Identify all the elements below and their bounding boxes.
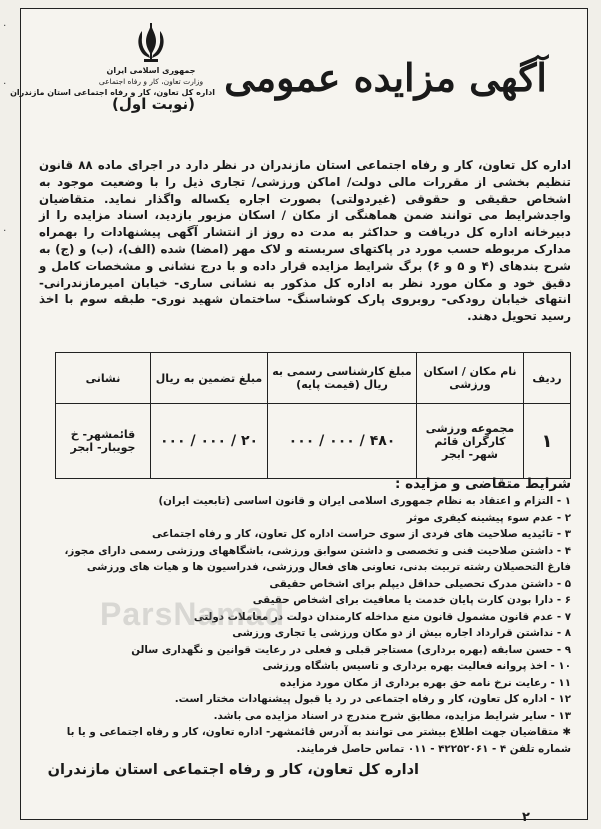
corner-mark: ۲ xyxy=(522,810,530,825)
condition-item: ۸ - نداشتن قرارداد اجاره بیش از دو مکان ورزشی یا تجاری ورزشی xyxy=(232,627,571,639)
condition-item: ۶ - دارا بودن کارت پایان خدمت یا معافیت برای اشخاص حقیقی xyxy=(252,594,571,606)
contact-note: ✱ متقاضیان جهت اطلاع بیشتر می توانند به آدرس قائمشهر- اداره تعاون، کار و رفاه اجتماعی و یا با شماره تلفن ۴ - ۴۲۲۵۲۰۶۱ - ۰۱۱ تماس حاصل فرمایند. xyxy=(66,726,571,755)
edge-mark: ۰ xyxy=(2,78,8,89)
footer-signature: اداره کل تعاون، کار و رفاه اجتماعی استان مازندران xyxy=(47,762,419,778)
emblem-line: جمهوری اسلامی ایران xyxy=(106,66,196,75)
edge-mark: ۰ xyxy=(2,225,8,236)
base-price: ۴۸۰ / ۰۰۰ / ۰۰۰ xyxy=(268,404,417,479)
table-header-row xyxy=(56,353,571,404)
venue-address: قائمشهر- خ جویبار- ابجر xyxy=(56,404,151,479)
watermark: ParsNamad xyxy=(100,596,286,632)
emblem-line: اداره کل تعاون، کار و رفاه اجتماعی استان مازندران xyxy=(10,88,215,97)
column-header: نام مکان / اسکان ورزشی xyxy=(417,353,524,404)
condition-item: ۹ - حسن سابقه (بهره برداری) مستاجر قبلی و فعلی در رعایت قوانین و نگهداری سالن xyxy=(131,643,571,656)
row-index: ۱ xyxy=(524,404,571,479)
page-title: آگهی مزایده عمومی xyxy=(224,55,547,100)
edge-mark: ۰ xyxy=(2,20,8,31)
column-header: نشانی xyxy=(56,353,151,404)
condition-item: ۱ - التزام و اعتقاد به نظام جمهوری اسلامی ایران و قانون اساسی (تابعیت ایران) xyxy=(158,495,571,507)
conditions-section xyxy=(39,475,571,757)
guarantee-amount: ۲۰ / ۰۰۰ / ۰۰۰ xyxy=(151,404,268,479)
column-header: ردیف xyxy=(524,353,571,404)
column-header: مبلغ کارشناسی رسمی به ریال (قیمت پایه) xyxy=(268,353,417,404)
condition-item: ۲ - عدم سوء پیشینه کیفری موثر xyxy=(406,511,571,524)
condition-item: ۱۰ - اخذ پروانه فعالیت بهره برداری و تاسیس باشگاه ورزشی xyxy=(262,660,571,672)
intro-paragraph: اداره کل تعاون، کار و رفاه اجتماعی استان مازندران در نظر دارد در اجرای ماده ۸۸ قانون تنظیم بخشی از مقررات مالی دولت/ اماکن ورزشی/ تجاری ذیل را با وضعیت موجود به اشخاص حقیقی و حقوقی (غیردولتی) بصورت اجاره یکساله واگذار نماید. متقاضیان واجدشرایط می توانند ضمن هماهنگی از مکان / اسکان مزبور بازدید، اسناد مزایده را از دبیرخانه اداره کل دریافت و حداکثر به مدت ده روز از انتشار آگهی پیشنهادات را بهمراه مدارک مربوطه حسب مورد در پاکتهای سربسته و لاک مهر (امضا) شده (الف)، (ب) و (ج) به شرح بندهای (۴ و ۵ و ۶) برگ شرایط مزایده قرار داده و با درج نشانی و مشخصات کامل و دقیق خود و مکان مورد نظر به اداره کل مذکور به نشانی ساری- خیابان امیرمازندرانی- انتهای خیابان رودکی- روبروی پارک کوشاسنگ- ساختمان شهید نوری- طبقه سوم با اخذ رسید تحویل دهند. xyxy=(39,158,572,324)
condition-item: ۴ - داشتن صلاحیت فنی و تخصصی و داشتن سوابق ورزشی، باشگاههای ورزشی رسمی دارای مجوز، فارغ التحصیلان رشته تربیت بدنی، تعاونی های فعال ورزشی، فدراسیون ها و هیات های ورزشی xyxy=(64,544,571,573)
emblem-icon xyxy=(131,21,171,65)
condition-item: ۱۳ - سایر شرایط مزایده، مطابق شرح مندرج در اسناد مزایده می باشد. xyxy=(213,709,571,722)
venue-name: مجموعه ورزشی کارگران قائم شهر- ابجر xyxy=(417,404,524,479)
condition-item: ۳ - تائیدیه صلاحیت های فردی از سوی حراست اداره کل تعاون، کار و رفاه اجتماعی xyxy=(151,528,571,540)
emblem-block xyxy=(10,21,215,98)
emblem-line: وزارت تعاون، کار و رفاه اجتماعی xyxy=(98,77,204,86)
column-header: مبلغ تضمین به ریال xyxy=(151,353,268,404)
table-row xyxy=(56,404,571,479)
header xyxy=(10,9,587,141)
condition-item: ۱۱ - رعایت نرخ نامه حق بهره برداری از مکان مورد مزایده xyxy=(280,676,571,689)
advertisement-page xyxy=(10,8,588,820)
auction-table xyxy=(55,352,571,479)
condition-item: ۱۲ - اداره کل تعاون، کار و رفاه اجتماعی در رد یا قبول پیشنهادات مختار است. xyxy=(174,693,571,705)
condition-item: ۷ - عدم قانون مشمول قانون منع مداخله کارمندان دولت در معاملات دولتی xyxy=(193,610,571,623)
page-subtitle: (نوبت اول) xyxy=(112,95,195,113)
conditions-title: شرایط متقاضی و مزایده : xyxy=(395,476,571,492)
condition-item: ۵ - داشتن مدرک تحصیلی حداقل دیپلم برای اشخاص حقیقی xyxy=(269,577,571,590)
